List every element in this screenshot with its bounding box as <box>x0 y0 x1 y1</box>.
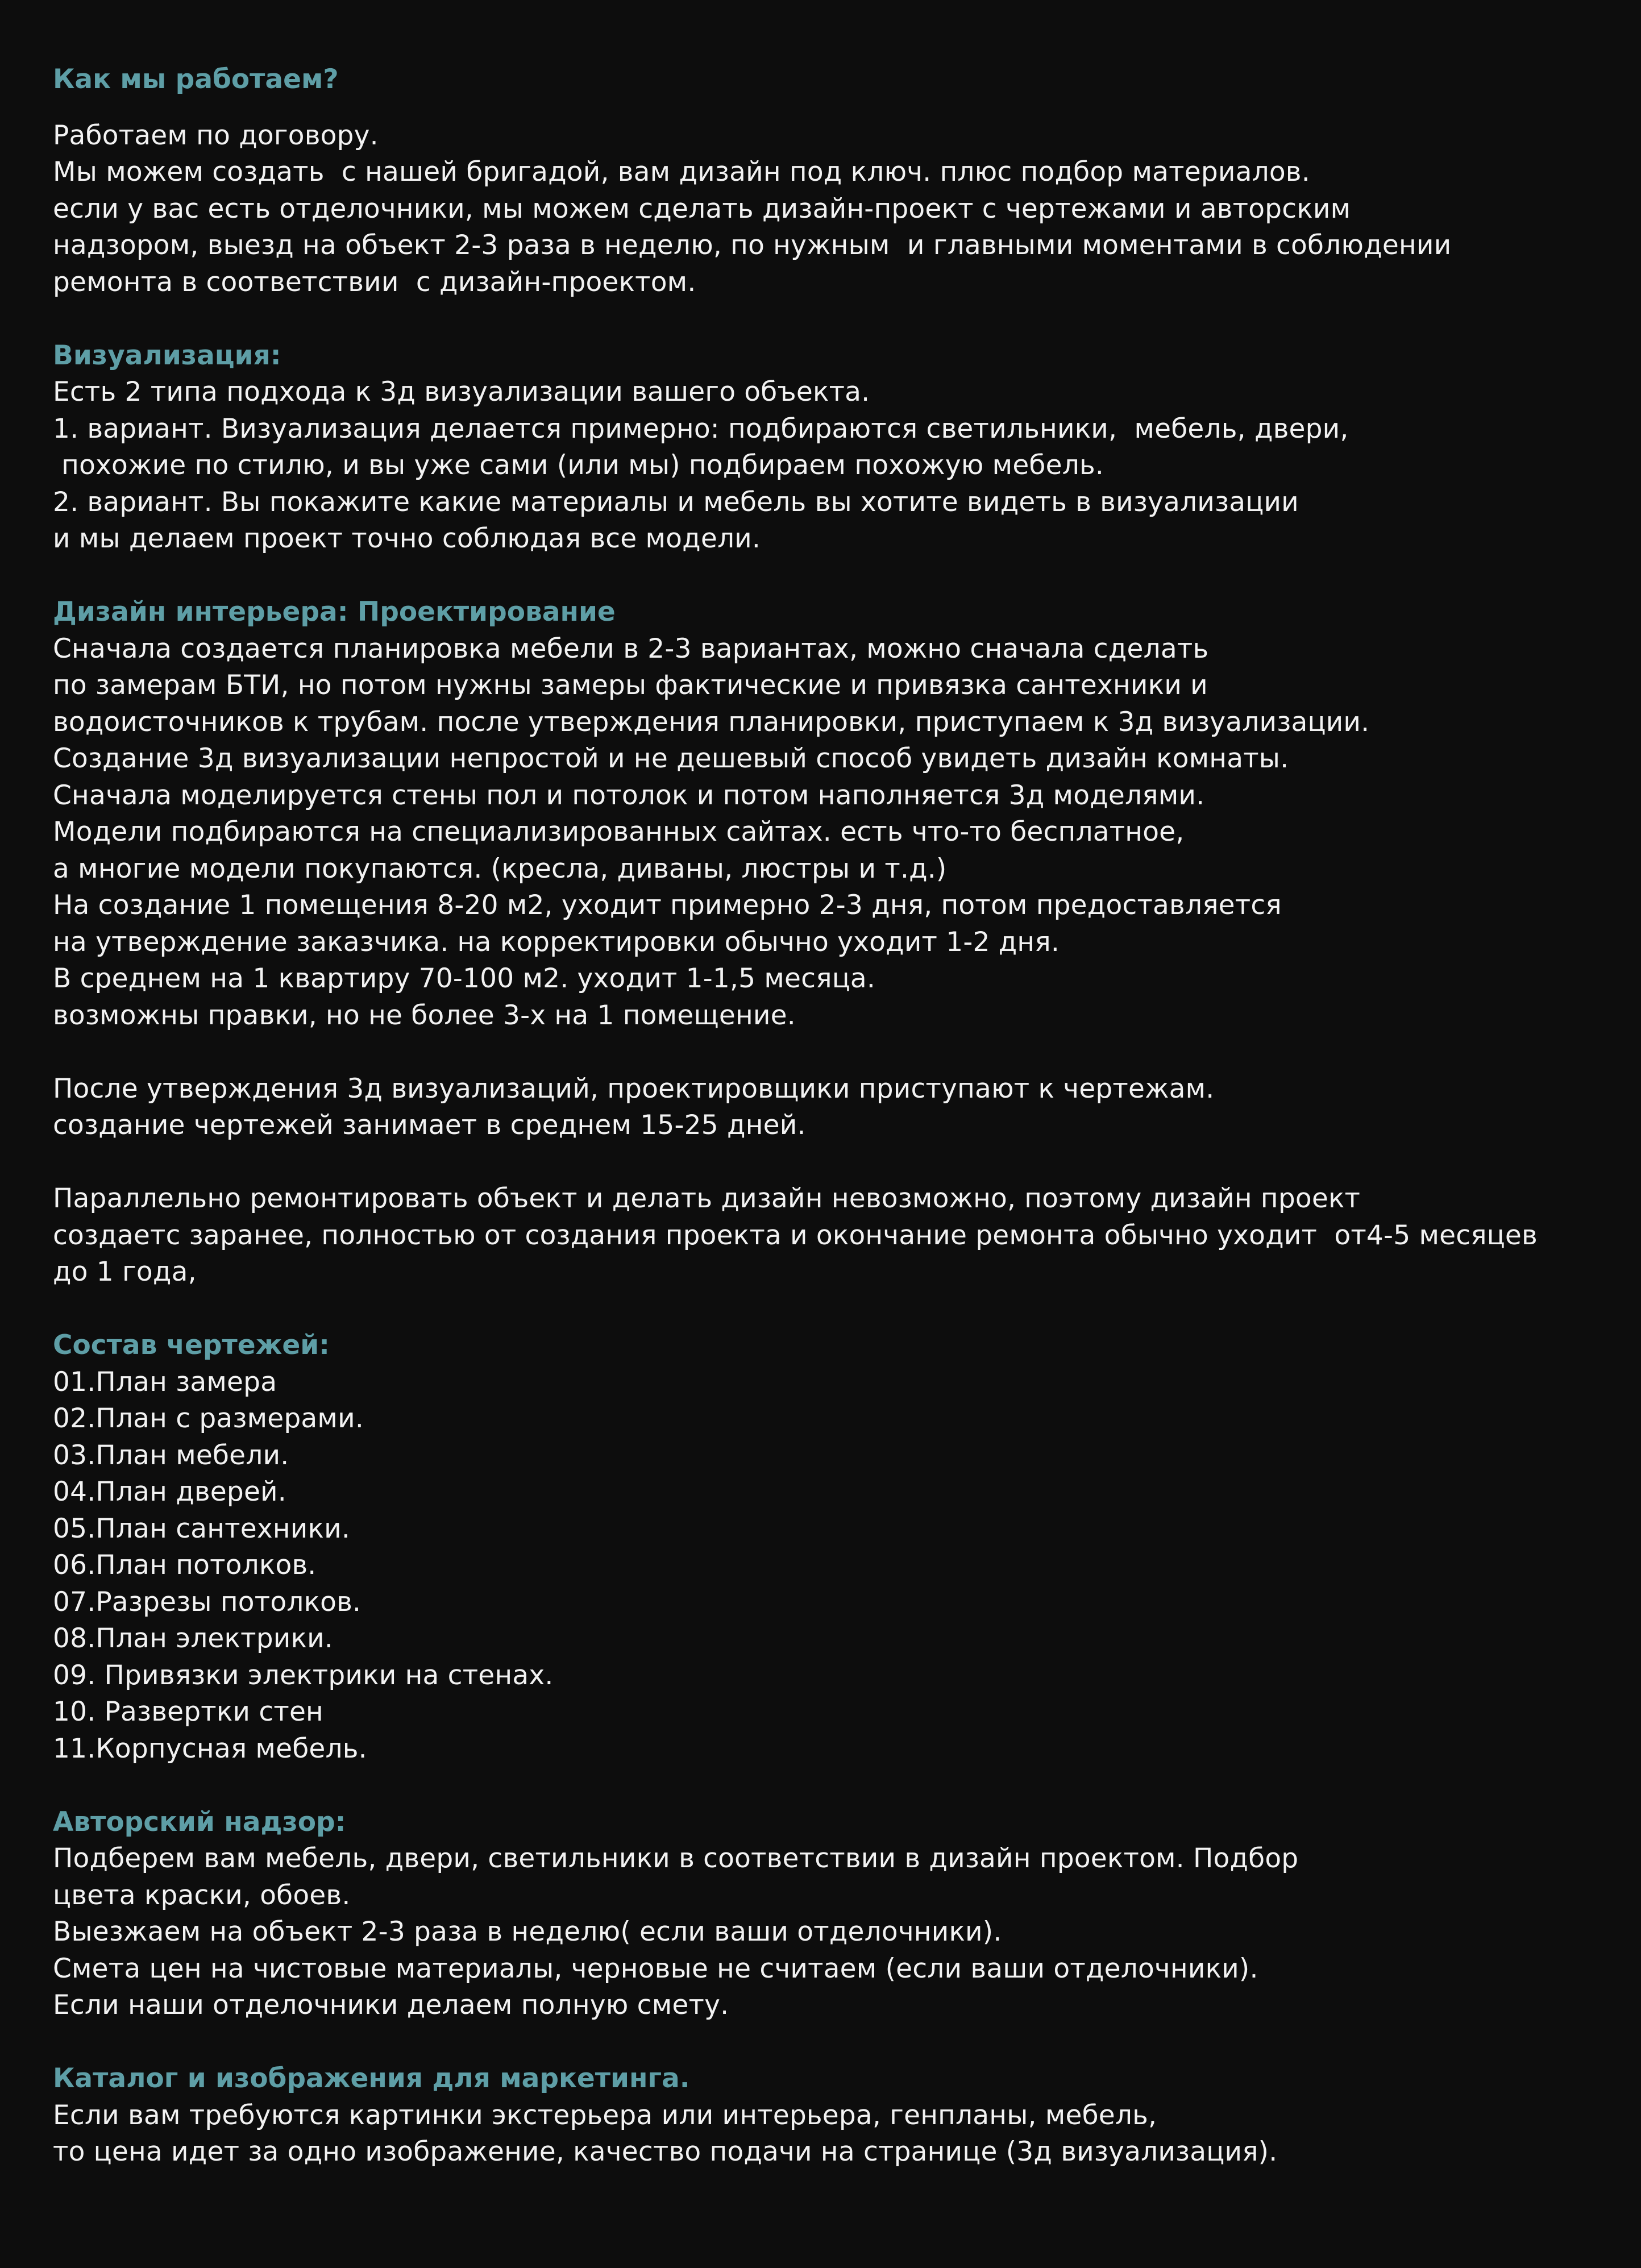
text-line: Сначала создается планировка мебели в 2-3 вариантах, можно сначала сделать <box>53 633 1209 664</box>
text-line: водоисточников к трубам. после утверждения планировки, приступаем к 3д визуализации. <box>53 706 1370 738</box>
list-item: 10. Развертки стен <box>53 1696 323 1727</box>
text-line: Работаем по договору. <box>53 119 379 151</box>
text-line: После утверждения 3д визуализаций, проектировщики приступают к чертежам. <box>53 1073 1215 1104</box>
text-line: создаетс заранее, полностью от создания проекта и окончание ремонта обычно уходит от4-5 месяцев <box>53 1219 1538 1251</box>
list-item: 11.Корпусная мебель. <box>53 1733 367 1764</box>
text-line: если у вас есть отделочники, мы можем сделать дизайн-проект с чертежами и авторским <box>53 193 1351 225</box>
section-catalog-marketing <box>53 2061 1622 2171</box>
text-line: на утверждение заказчика. на корректировки обычно уходит 1-2 дня. <box>53 926 1060 958</box>
text-line: Выезжаем на объект 2-3 раза в неделю( если ваши отделочники). <box>53 1916 1002 1947</box>
text-line: 1. вариант. Визуализация делается примерно: подбираются светильники, мебель, двери, <box>53 413 1349 445</box>
spacer <box>53 1144 1622 1181</box>
section-how-we-work <box>53 61 1622 301</box>
text-line: Смета цен на чистовые материалы, черновые не считаем (если ваши отделочники). <box>53 1953 1258 1984</box>
text-line: На создание 1 помещения 8-20 м2, уходит примерно 2-3 дня, потом предоставляется <box>53 890 1282 921</box>
spacer <box>53 1291 1622 1328</box>
text-line: похожие по стилю, и вы уже сами (или мы) подбираем похожую мебель. <box>53 450 1104 481</box>
text-line: по замерам БТИ, но потом нужны замеры фактические и привязка сантехники и <box>53 670 1208 701</box>
section-parallel-repair <box>53 1181 1622 1291</box>
text-line: Сначала моделируется стены пол и потолок и потом наполняется 3д моделями. <box>53 779 1205 811</box>
text-line: возможны правки, но не более 3-х на 1 помещение. <box>53 999 796 1031</box>
section-heading: Состав чертежей: <box>53 1330 330 1361</box>
section-drawings-timing <box>53 1071 1622 1144</box>
section-interior-design <box>53 594 1622 1034</box>
text-line: Создание 3д визуализации непростой и не дешевый способ увидеть дизайн комнаты. <box>53 743 1289 774</box>
text-line: Мы можем создать с нашей бригадой, вам дизайн под ключ. плюс подбор материалов. <box>53 156 1310 188</box>
section-drawings-list <box>53 1327 1622 1767</box>
section-heading: Дизайн интерьера: Проектирование <box>53 596 616 628</box>
text-line: В среднем на 1 квартиру 70-100 м2. уходит 1-1,5 месяца. <box>53 963 876 994</box>
section-author-supervision <box>53 1804 1622 2024</box>
section-heading: Авторский надзор: <box>53 1806 346 1838</box>
spacer <box>53 1034 1622 1071</box>
text-line: до 1 года, <box>53 1256 197 1287</box>
list-item: 02.План с размерами. <box>53 1403 364 1434</box>
text-line: а многие модели покупаются. (кресла, диваны, люстры и т.д.) <box>53 853 947 884</box>
text-line: то цена идет за одно изображение, качество подачи на странице (3д визуализация). <box>53 2136 1278 2167</box>
spacer <box>53 301 1622 338</box>
spacer <box>53 98 1622 118</box>
list-item: 09. Привязки электрики на стенах. <box>53 1659 554 1691</box>
section-heading: Каталог и изображения для маркетинга. <box>53 2063 690 2094</box>
text-line: надзором, выезд на объект 2-3 раза в неделю, по нужным и главными моментами в соблюдении <box>53 230 1452 261</box>
section-heading: Как мы работаем? <box>53 64 339 95</box>
text-line: Параллельно ремонтировать объект и делать дизайн невозможно, поэтому дизайн проект <box>53 1183 1361 1214</box>
text-line: и мы делаем проект точно соблюдая все модели. <box>53 523 761 554</box>
list-item: 04.План дверей. <box>53 1476 286 1507</box>
list-item: 03.План мебели. <box>53 1439 289 1471</box>
spacer <box>53 2024 1622 2061</box>
section-visualization <box>53 338 1622 558</box>
list-item: 08.План электрики. <box>53 1623 333 1654</box>
spacer <box>53 1767 1622 1804</box>
list-item: 06.План потолков. <box>53 1550 317 1581</box>
text-line: Если наши отделочники делаем полную смету. <box>53 1989 729 2021</box>
text-line: Если вам требуются картинки экстерьера или интерьера, генпланы, мебель, <box>53 2099 1157 2131</box>
text-line: Есть 2 типа подхода к 3д визуализации вашего объекта. <box>53 376 870 408</box>
document-page <box>53 61 1622 2171</box>
list-item: 07.Разрезы потолков. <box>53 1586 362 1618</box>
text-line: цвета краски, обоев. <box>53 1879 351 1911</box>
list-item: 01.План замера <box>53 1366 277 1398</box>
text-line: Модели подбираются на специализированных сайтах. есть что-то бесплатное, <box>53 816 1185 848</box>
text-line: ремонта в соответствии с дизайн-проектом. <box>53 266 696 298</box>
text-line: создание чертежей занимает в среднем 15-25 дней. <box>53 1110 806 1141</box>
text-line: Подберем вам мебель, двери, светильники в соответствии в дизайн проектом. Подбор <box>53 1843 1299 1874</box>
text-line: 2. вариант. Вы покажите какие материалы и мебель вы хотите видеть в визуализации <box>53 486 1299 518</box>
section-heading: Визуализация: <box>53 339 281 371</box>
spacer <box>53 558 1622 595</box>
list-item: 05.План сантехники. <box>53 1513 351 1544</box>
